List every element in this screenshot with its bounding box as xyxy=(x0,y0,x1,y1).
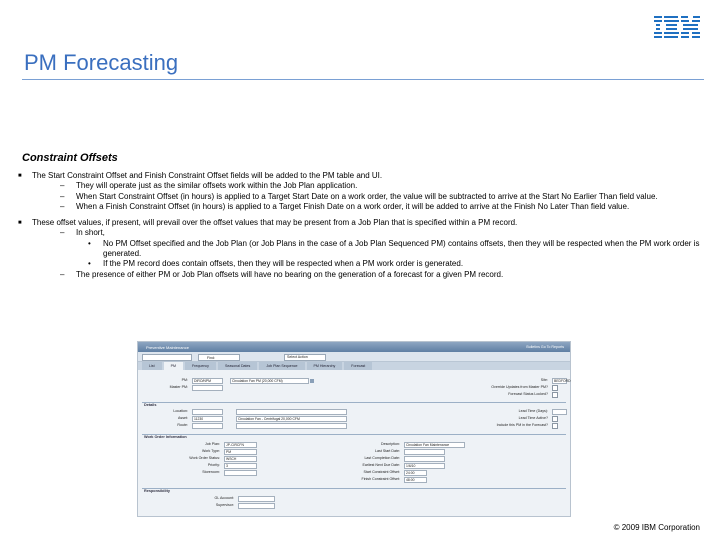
sub-bullet-item xyxy=(32,192,708,202)
location-label: Location: xyxy=(173,409,188,413)
location-description-input[interactable] xyxy=(236,409,347,415)
location-input[interactable] xyxy=(192,409,223,415)
ibm-logo-icon xyxy=(652,14,702,42)
tab-frequency[interactable]: Frequency xyxy=(185,362,216,370)
dash-bullet-icon: – xyxy=(60,181,65,191)
sub-bullet-item xyxy=(32,228,708,269)
square-bullet-icon: ■ xyxy=(18,173,22,179)
bullet-item xyxy=(18,171,708,212)
tab-list[interactable]: List xyxy=(142,362,162,370)
sub-bullet-text: In short, xyxy=(76,228,105,238)
bullet-list xyxy=(18,171,708,286)
pm-description-input[interactable]: Circulation Fan PM (20,000 CFM) xyxy=(230,378,309,384)
dash-bullet-icon: – xyxy=(60,269,65,279)
sub-sub-bullet-item xyxy=(76,259,708,269)
pm-input[interactable]: DIRO/NPM xyxy=(192,378,223,384)
work-type-input[interactable]: PM xyxy=(224,449,257,455)
dot-bullet-icon: • xyxy=(88,259,91,269)
storeroom-input[interactable] xyxy=(224,470,257,476)
dot-bullet-icon: • xyxy=(88,238,91,248)
route-label: Route: xyxy=(177,423,188,427)
tab-job-plan-sequence[interactable]: Job Plan Sequence xyxy=(259,362,304,370)
override-updates-checkbox[interactable] xyxy=(552,385,558,391)
gl-account-label: GL Account: xyxy=(214,496,234,500)
lead-time-active-label: Lead Time Active? xyxy=(518,416,548,420)
sub-bullet-item xyxy=(32,270,708,280)
storeroom-label: Storeroom: xyxy=(202,470,220,474)
asset-input[interactable]: 11230 xyxy=(192,416,223,422)
asset-description-input[interactable]: Circulation Fan - Centrifugal 20,000 CFM xyxy=(236,416,347,422)
master-pm-label: Master PM: xyxy=(169,385,188,389)
site-label: Site: xyxy=(540,378,548,382)
sub-sub-bullet-text: If the PM record does contain offsets, then they will be respected when a PM work order is generated. xyxy=(103,259,464,269)
bullet-text: These offset values, if present, will prevail over the offset values that may be present from a Job Plan that is specified within a PM record. xyxy=(32,218,518,228)
forecast-locked-label: Forecast Status Locked? xyxy=(508,392,548,396)
last-start-date-label: Last Start Date: xyxy=(375,449,400,453)
app-title: Preventive Maintenance xyxy=(146,345,189,350)
supervisor-label: Supervisor: xyxy=(215,503,234,507)
dash-bullet-icon: – xyxy=(60,201,65,211)
responsibility-divider xyxy=(142,488,566,489)
finish-constraint-offset-input[interactable]: 48:00 xyxy=(404,477,427,483)
long-description-icon[interactable] xyxy=(310,379,314,383)
embedded-app-screenshot xyxy=(137,341,571,517)
description-label: Description: xyxy=(381,442,400,446)
bullet-text: The Start Constraint Offset and Finish Constraint Offset fields will be added to the PM table and UI. xyxy=(32,171,383,180)
sub-bullet-text: When a Finish Constraint Offset (in hours) is applied to a Target Finish Date on a work order, it will be added to arrive at the Finish No Later Than field value. xyxy=(76,201,630,211)
tab-forecast[interactable]: Forecast xyxy=(344,362,372,370)
lead-time-label: Lead Time (Days): xyxy=(518,409,548,413)
sub-bullet-text: When Start Constraint Offset (in hours) is applied to a Target Start Date on a work order, the value will be subtracted to arrive at the Start No Earlier Than field value. xyxy=(76,191,658,201)
sub-sub-bullet-text: No PM Offset specified and the Job Plan (or Job Plans in the case of a Job Plan Sequenced PM) contains offsets, then they will be respected when the PM work order is generated. xyxy=(103,238,700,259)
site-input[interactable]: BEDFORD xyxy=(554,379,571,383)
work-type-label: Work Type: xyxy=(201,449,220,453)
app-toolbar xyxy=(138,352,570,362)
tab-pm-hierarchy[interactable]: PM Hierarchy xyxy=(307,362,343,370)
work-order-status-label: Work Order Status: xyxy=(189,456,220,460)
job-plan-label: Job Plan: xyxy=(205,442,220,446)
lead-time-input[interactable] xyxy=(552,409,567,415)
sub-bullet-item xyxy=(32,181,708,191)
priority-label: Priority: xyxy=(207,463,220,467)
tab-seasonal-dates[interactable]: Seasonal Dates xyxy=(218,362,257,370)
tab-pm[interactable]: PM xyxy=(164,362,183,370)
start-constraint-offset-label: Start Constraint Offset: xyxy=(363,470,400,474)
work-order-heading: Work Order Information xyxy=(144,435,187,439)
title-divider xyxy=(22,79,704,80)
route-input[interactable] xyxy=(192,423,223,429)
supervisor-input[interactable] xyxy=(238,503,275,509)
pm-label: PM: xyxy=(181,378,188,382)
find-field[interactable] xyxy=(198,354,240,361)
sub-bullet-text: They will operate just as the similar offsets work within the Job Plan application. xyxy=(76,181,358,191)
include-in-forecast-label: Include this PM in the Forecast? xyxy=(496,423,548,427)
app-header-links[interactable]: Bulletins Go To Reports xyxy=(526,345,564,349)
select-action-dropdown[interactable] xyxy=(284,354,326,361)
override-updates-label: Override Updates from Master PM? xyxy=(491,385,548,389)
route-description-input[interactable] xyxy=(236,423,347,429)
responsibility-heading: Responsibility xyxy=(144,489,170,493)
last-completion-date-input[interactable] xyxy=(404,456,445,462)
earliest-next-due-label: Earliest Next Due Date: xyxy=(362,463,400,467)
priority-input[interactable]: 3 xyxy=(224,463,257,469)
last-start-date-input[interactable] xyxy=(404,449,445,455)
work-order-divider xyxy=(142,434,566,435)
find-input[interactable] xyxy=(142,354,192,361)
last-completion-date-label: Last Completion Date: xyxy=(364,456,400,460)
job-plan-input[interactable]: JP-CIRCFN xyxy=(224,442,257,448)
sub-sub-bullet-item xyxy=(76,239,708,260)
sub-bullet-text: The presence of either PM or Job Plan offsets will have no bearing on the generation of a forecast for a given PM record. xyxy=(76,269,504,279)
dash-bullet-icon: – xyxy=(60,228,65,238)
copyright-notice: © 2009 IBM Corporation xyxy=(613,523,700,532)
ibm-logo xyxy=(652,14,702,42)
include-in-forecast-checkbox[interactable] xyxy=(552,423,558,429)
page-title: PM Forecasting xyxy=(24,50,179,75)
finish-constraint-offset-label: Finish Constraint Offset: xyxy=(361,477,400,481)
bullet-item xyxy=(18,218,708,280)
forecast-locked-checkbox[interactable] xyxy=(552,392,558,398)
earliest-next-due-input[interactable]: 1/6/10 xyxy=(404,463,445,469)
description-input[interactable]: Circulation Fan Maintenance xyxy=(404,442,465,448)
gl-account-input[interactable] xyxy=(238,496,275,502)
master-pm-input[interactable] xyxy=(192,385,223,391)
lead-time-active-checkbox[interactable] xyxy=(552,416,558,422)
details-divider xyxy=(142,402,566,403)
app-title-bar xyxy=(138,342,570,352)
start-constraint-offset-input[interactable]: 24:00 xyxy=(404,470,427,476)
find-label: Find: xyxy=(207,356,215,360)
select-action-value: Select Action xyxy=(287,355,308,359)
details-heading: Details xyxy=(144,403,157,407)
sub-bullet-item xyxy=(32,202,708,212)
section-title: Constraint Offsets xyxy=(22,152,118,164)
app-tab-bar xyxy=(138,362,570,370)
asset-label: Asset: xyxy=(178,416,188,420)
work-order-status-input[interactable]: WSCH xyxy=(224,456,257,462)
dash-bullet-icon: – xyxy=(60,191,65,201)
square-bullet-icon: ■ xyxy=(18,220,22,227)
